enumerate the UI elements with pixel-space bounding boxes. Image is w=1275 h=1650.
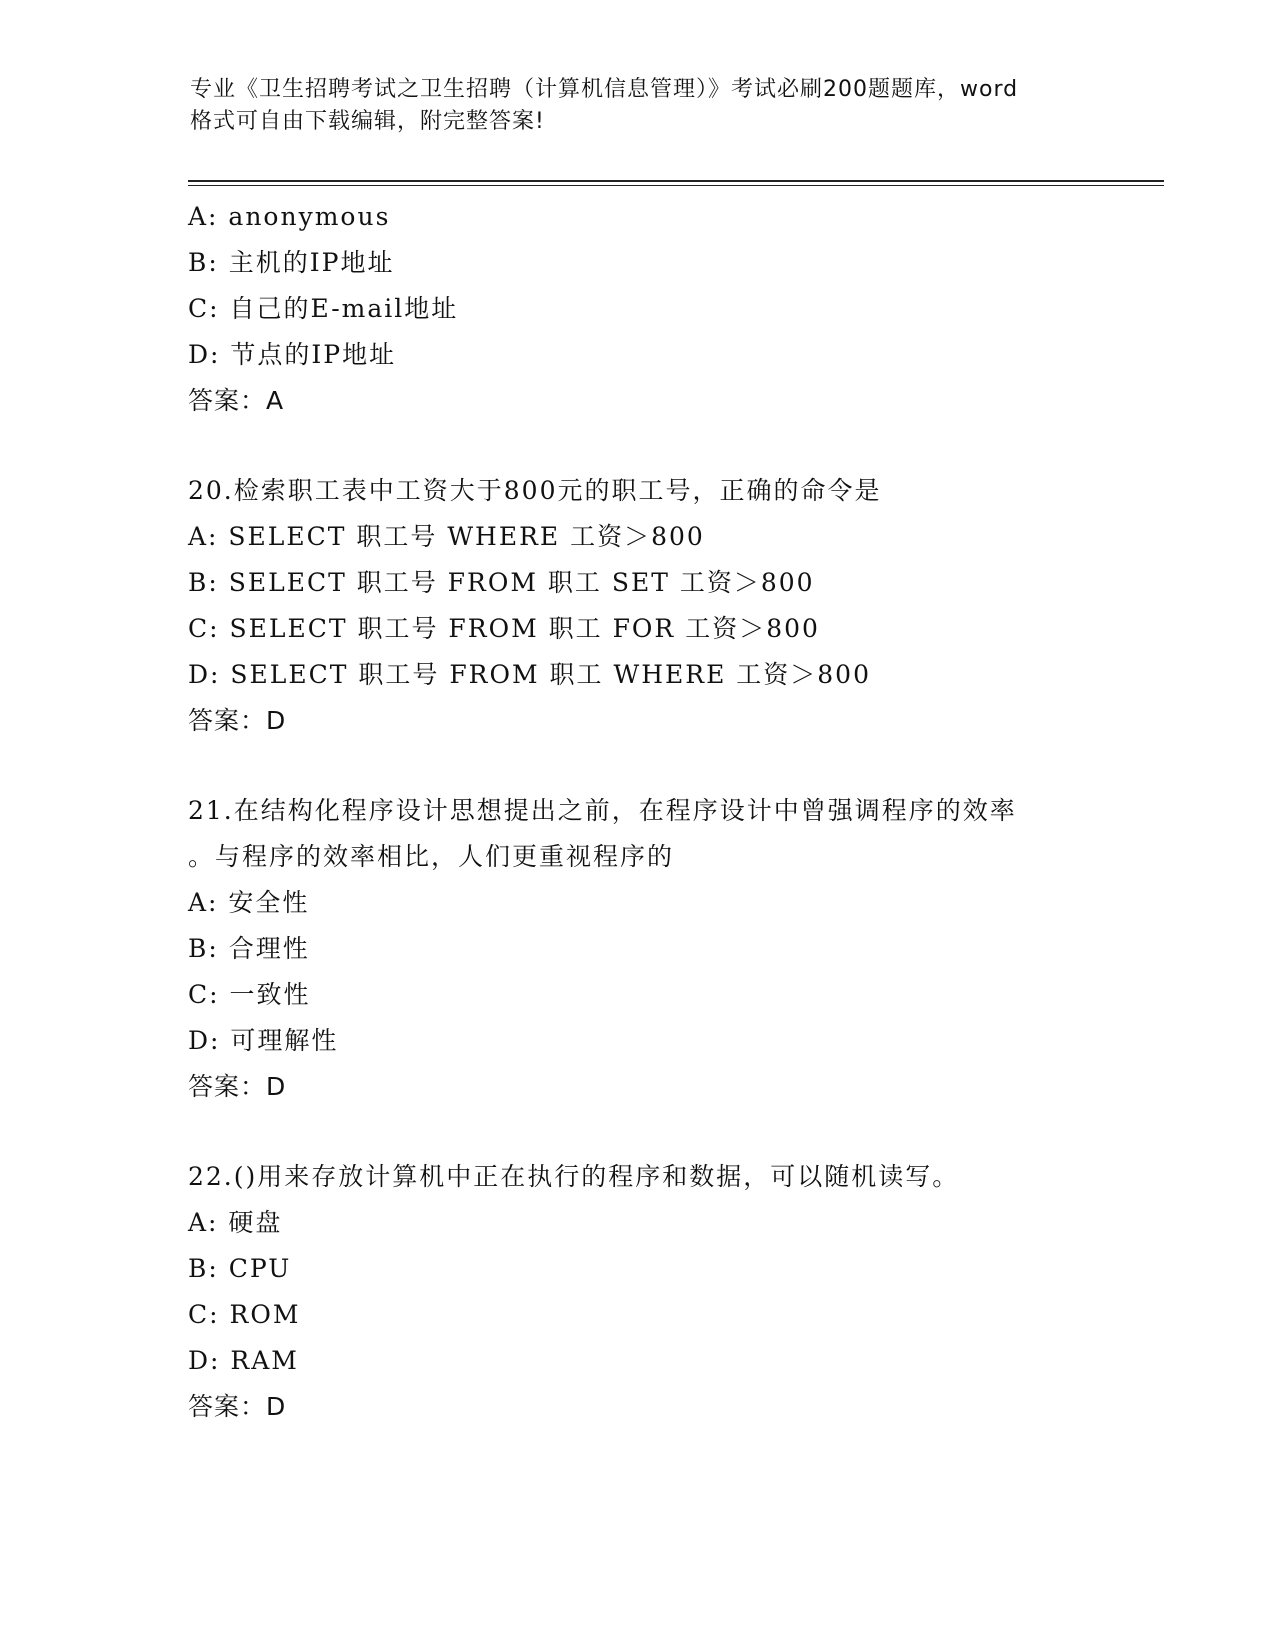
question-text: 22.()用来存放计算机中正在执行的程序和数据，可以随机读写。 [188,1162,960,1191]
option-d: D: 可理解性 [188,1026,339,1055]
answer-line: 答案：A [188,386,285,415]
option-a: A: 安全性 [188,888,310,917]
option-d: D: 节点的IP地址 [188,340,397,369]
option-d: D: RAM [188,1346,299,1375]
question-text-line-1: 21.在结构化程序设计思想提出之前，在程序设计中曾强调程序的效率 [188,796,1017,825]
option-a: A: anonymous [188,202,391,231]
option-c: C: 一致性 [188,980,311,1009]
option-a: A: SELECT 职工号 WHERE 工资＞800 [188,522,705,551]
question-block-20 [188,468,1148,744]
header-line-2: 格式可自由下载编辑，附完整答案! [190,109,545,134]
answer-line: 答案：D [188,1392,287,1421]
option-b: B: 主机的IP地址 [188,248,395,277]
spacer [188,1110,1148,1154]
header-divider-thick [188,180,1164,182]
header-line-1: 专业《卫生招聘考试之卫生招聘（计算机信息管理）》考试必刷200题题库，word [190,77,1019,102]
spacer [188,744,1148,788]
header-divider-thin [188,185,1164,186]
option-c: C: SELECT 职工号 FROM 职工 FOR 工资＞800 [188,614,820,643]
option-c: C: ROM [188,1300,301,1329]
question-list [188,194,1148,1430]
question-block-21 [188,788,1148,1110]
answer-line: 答案：D [188,1072,287,1101]
option-d: D: SELECT 职工号 FROM 职工 WHERE 工资＞800 [188,660,871,689]
option-c: C: 自己的E-mail地址 [188,294,459,323]
answer-line: 答案：D [188,706,287,735]
question-text-line-2: 。与程序的效率相比，人们更重视程序的 [188,842,675,871]
option-b: B: 合理性 [188,934,310,963]
document-header [190,74,1110,138]
option-a: A: 硬盘 [188,1208,283,1237]
option-b: B: SELECT 职工号 FROM 职工 SET 工资＞800 [188,568,815,597]
option-b: B: CPU [188,1254,292,1283]
question-text: 20.检索职工表中工资大于800元的职工号，正确的命令是 [188,476,882,505]
question-block-19 [188,194,1148,424]
question-block-22 [188,1154,1148,1430]
spacer [188,424,1148,468]
